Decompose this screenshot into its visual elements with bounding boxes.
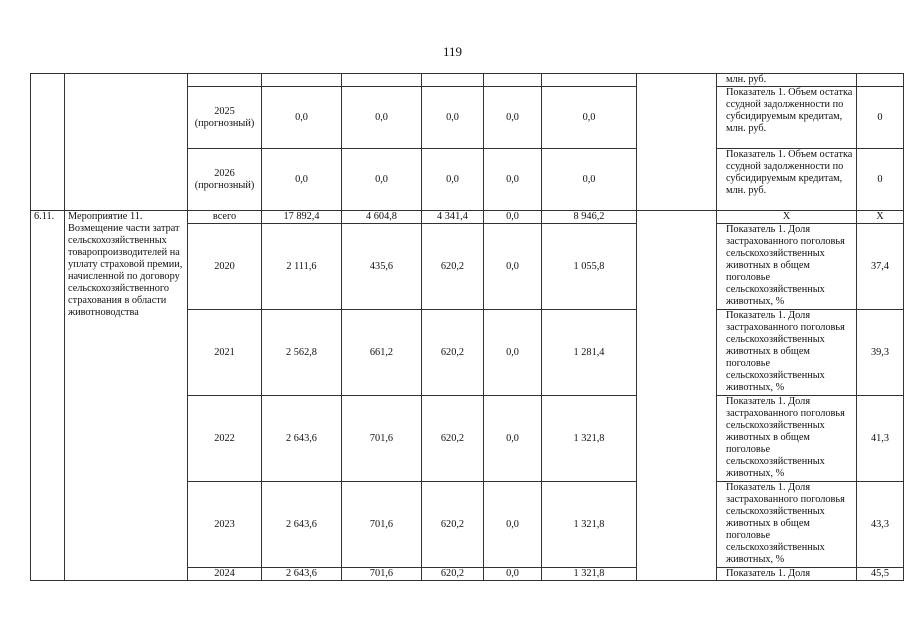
value-cell: 620,2 bbox=[422, 224, 484, 310]
value-cell: 620,2 bbox=[422, 396, 484, 482]
value-cell: 0,0 bbox=[542, 87, 637, 149]
year-cell: 2020 bbox=[188, 224, 262, 310]
year-cell: 2026 (прогнозный) bbox=[188, 149, 262, 211]
indicator-cell: Показатель 1. Объем остатка ссудной задолженности по субсидируемым кредитам, млн. руб. bbox=[717, 149, 857, 211]
target-cell: 45,5 bbox=[857, 568, 904, 581]
year-cell: 2021 bbox=[188, 310, 262, 396]
value-cell: 17 892,4 bbox=[262, 211, 342, 224]
value-cell: 0,0 bbox=[422, 87, 484, 149]
table-row bbox=[31, 74, 904, 87]
value-cell: 701,6 bbox=[342, 396, 422, 482]
section-number: 6.11. bbox=[31, 211, 65, 581]
value-cell: 4 604,8 bbox=[342, 211, 422, 224]
value-cell: 4 341,4 bbox=[422, 211, 484, 224]
value-cell: 0,0 bbox=[484, 568, 542, 581]
value-cell: 8 946,2 bbox=[542, 211, 637, 224]
value-cell: 620,2 bbox=[422, 482, 484, 568]
year-cell: 2022 bbox=[188, 396, 262, 482]
value-cell: 2 562,8 bbox=[262, 310, 342, 396]
value-cell: 661,2 bbox=[342, 310, 422, 396]
value-cell: 1 321,8 bbox=[542, 482, 637, 568]
value-cell: 701,6 bbox=[342, 482, 422, 568]
target-cell: 0 bbox=[857, 87, 904, 149]
indicator-cell: Показатель 1. Доля bbox=[717, 568, 857, 581]
value-cell: 0,0 bbox=[484, 224, 542, 310]
indicator-cell: Показатель 1. Доля застрахованного поголовья сельскохозяйственных животных в общем поголовье сельскохозяйственных животных, % bbox=[717, 310, 857, 396]
target-cell: Х bbox=[857, 211, 904, 224]
indicator-cell: Показатель 1. Доля застрахованного поголовья сельскохозяйственных животных в общем поголовье сельскохозяйственных животных, % bbox=[717, 224, 857, 310]
value-cell: 2 643,6 bbox=[262, 568, 342, 581]
value-cell: 2 643,6 bbox=[262, 396, 342, 482]
value-cell: 0,0 bbox=[484, 87, 542, 149]
indicator-cell: Показатель 1. Доля застрахованного поголовья сельскохозяйственных животных в общем поголовье сельскохозяйственных животных, % bbox=[717, 396, 857, 482]
value-cell: 1 321,8 bbox=[542, 396, 637, 482]
target-cell: 0 bbox=[857, 149, 904, 211]
value-cell: 0,0 bbox=[342, 87, 422, 149]
value-cell: 2 643,6 bbox=[262, 482, 342, 568]
year-cell: 2023 bbox=[188, 482, 262, 568]
value-cell: 0,0 bbox=[484, 149, 542, 211]
year-cell: 2024 bbox=[188, 568, 262, 581]
value-cell: 1 281,4 bbox=[542, 310, 637, 396]
indicator-cell: Показатель 1. Доля застрахованного поголовья сельскохозяйственных животных в общем поголовье сельскохозяйственных животных, % bbox=[717, 482, 857, 568]
page-number: 119 bbox=[442, 44, 463, 59]
value-cell: 0,0 bbox=[484, 211, 542, 224]
target-cell: 41,3 bbox=[857, 396, 904, 482]
value-cell: 0,0 bbox=[484, 482, 542, 568]
value-cell: 1 055,8 bbox=[542, 224, 637, 310]
value-cell: 0,0 bbox=[484, 310, 542, 396]
year-cell: всего bbox=[188, 211, 262, 224]
indicator-cell: млн. руб. bbox=[717, 74, 857, 87]
target-cell: 37,4 bbox=[857, 224, 904, 310]
target-cell: 43,3 bbox=[857, 482, 904, 568]
target-cell: 39,3 bbox=[857, 310, 904, 396]
value-cell: 0,0 bbox=[262, 149, 342, 211]
value-cell: 2 111,6 bbox=[262, 224, 342, 310]
value-cell: 0,0 bbox=[422, 149, 484, 211]
value-cell: 0,0 bbox=[342, 149, 422, 211]
value-cell: 435,6 bbox=[342, 224, 422, 310]
value-cell: 620,2 bbox=[422, 310, 484, 396]
indicator-cell: Х bbox=[717, 211, 857, 224]
indicator-cell: Показатель 1. Объем остатка ссудной задолженности по субсидируемым кредитам, млн. руб. bbox=[717, 87, 857, 149]
value-cell: 1 321,8 bbox=[542, 568, 637, 581]
value-cell: 701,6 bbox=[342, 568, 422, 581]
value-cell: 0,0 bbox=[542, 149, 637, 211]
value-cell: 620,2 bbox=[422, 568, 484, 581]
section-title: Мероприятие 11. Возмещение части затрат сельскохозяйственных товаропроизводителей на уплату страховой премии, начисленной по договору сельскохозяйственного страхования в области животноводства bbox=[65, 211, 188, 581]
value-cell: 0,0 bbox=[262, 87, 342, 149]
program-table bbox=[30, 73, 904, 581]
year-cell: 2025 (прогнозный) bbox=[188, 87, 262, 149]
table-row bbox=[31, 211, 904, 224]
value-cell: 0,0 bbox=[484, 396, 542, 482]
